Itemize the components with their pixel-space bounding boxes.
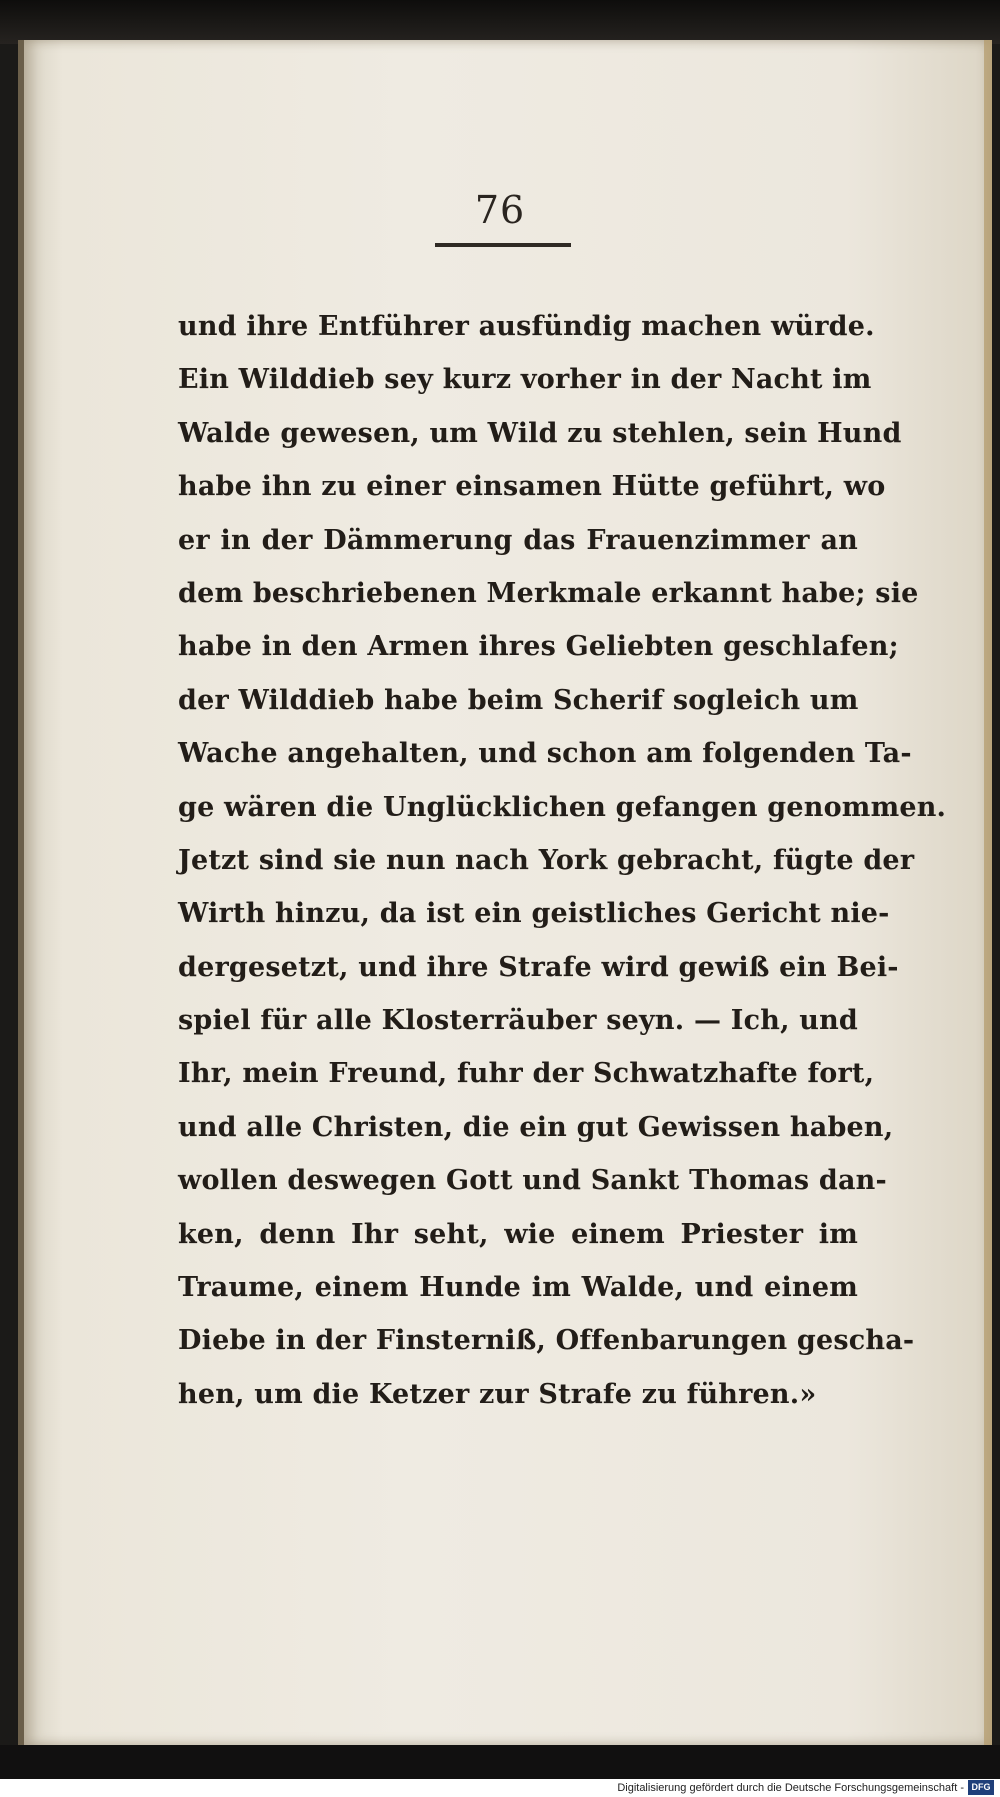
text-line: Traume, einem Hunde im Walde, und einem [178, 1272, 858, 1304]
text-line: Ein Wilddieb sey kurz vorher in der Nacht im [178, 364, 872, 396]
text-line: dem beschriebenen Merkmale erkannt habe; sie [178, 577, 919, 609]
text-line: Wirth hinzu, da ist ein geistliches Gericht nie- [178, 898, 890, 930]
page-edge [984, 40, 992, 1745]
page-number: 76 [474, 188, 526, 232]
text-line: und alle Christen, die ein gut Gewissen haben, [178, 1111, 894, 1143]
text-line: Ihr, mein Freund, fuhr der Schwatzhafte fort, [178, 1058, 875, 1090]
text-line: er in der Dämmerung das Frauenzimmer an [178, 524, 858, 556]
text-line: habe ihn zu einer einsamen Hütte geführt, wo [178, 471, 886, 503]
digitization-credit: Digitalisierung gefördert durch die Deutsche Forschungsgemeinschaft - [617, 1782, 964, 1794]
text-line: spiel für alle Klosterräuber seyn. — Ich, und [178, 1005, 859, 1037]
text-line: Walde gewesen, um Wild zu stehlen, sein Hund [178, 417, 902, 449]
text-line: Wache angehalten, und schon am folgenden Ta- [178, 738, 912, 770]
text-line: Jetzt sind sie nun nach York gebracht, fügte der [178, 844, 915, 876]
text-line: habe in den Armen ihres Geliebten geschlafen; [178, 631, 899, 663]
text-line: ge wären die Unglücklichen gefangen genommen. [178, 791, 947, 823]
text-line: und ihre Entführer ausfündig machen würde. [178, 311, 875, 342]
body-text [178, 300, 947, 1421]
scan-bottom-edge [0, 1745, 1000, 1779]
page-number-rule [435, 243, 571, 247]
text-line: wollen deswegen Gott und Sankt Thomas dan- [178, 1165, 887, 1197]
text-line: dergesetzt, und ihre Strafe wird gewiß ein Bei- [178, 951, 899, 983]
text-line: der Wilddieb habe beim Scherif sogleich um [178, 684, 859, 716]
book-top-edge [0, 0, 1000, 44]
text-line: ken, denn Ihr seht, wie einem Priester im [178, 1218, 858, 1250]
text-line: hen, um die Ketzer zur Strafe zu führen.» [178, 1378, 817, 1410]
text-line: Diebe in der Finsterniß, Offenbarungen gescha- [178, 1325, 915, 1357]
dfg-logo: DFG [968, 1780, 994, 1795]
